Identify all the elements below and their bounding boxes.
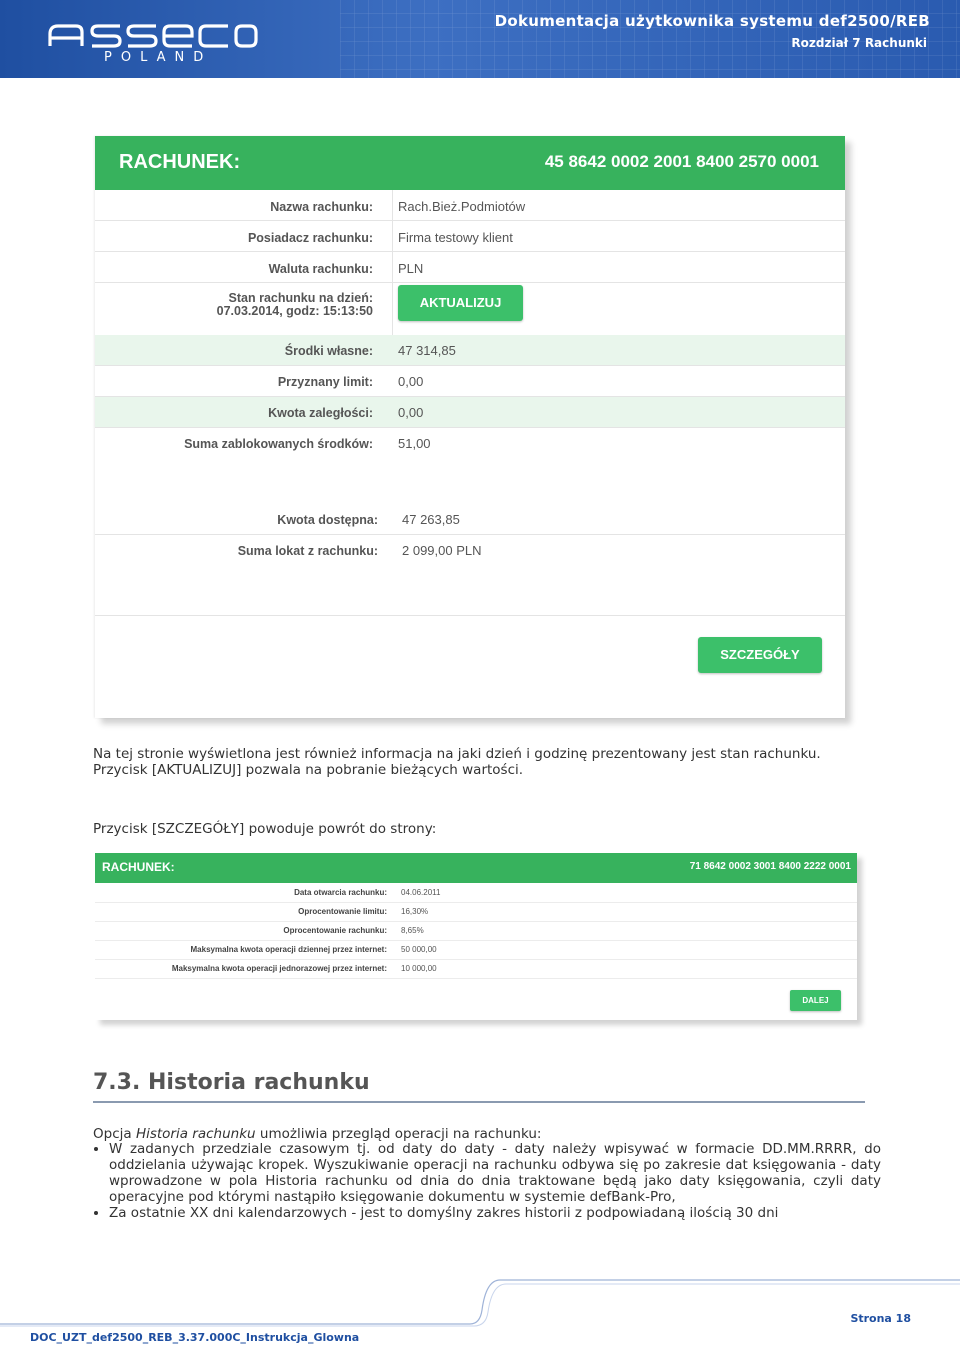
balance-row <box>95 335 845 366</box>
available-value: 2 099,00 PLN <box>402 543 482 558</box>
available-row <box>95 504 845 535</box>
account-number: 45 8642 0002 2001 8400 2570 0001 <box>544 152 819 171</box>
details-row <box>95 960 857 979</box>
info-value: Rach.Bież.Podmiotów <box>398 199 526 214</box>
info-label: Nazwa rachunku: <box>270 200 373 214</box>
section-intro <box>93 1126 541 1142</box>
balance-row <box>95 397 845 428</box>
details-header <box>95 853 857 883</box>
intro-text: Opcja <box>93 1126 136 1142</box>
details-label: Maksymalna kwota operacji dziennej przez internet: <box>190 945 387 954</box>
available-row <box>95 535 845 616</box>
info-value: PLN <box>398 261 424 276</box>
account-title: RACHUNEK: <box>119 151 241 173</box>
available-value: 47 263,85 <box>402 512 460 527</box>
info-value: Firma testowy klient <box>398 230 513 245</box>
info-label: Posiadacz rachunku: <box>247 231 373 245</box>
paragraph: Przycisk [SZCZEGÓŁY] powoduje powrót do strony: <box>93 821 437 837</box>
balance-row <box>95 428 845 458</box>
state-label: Stan rachunku na dzień: <box>228 291 373 305</box>
details-label: Maksymalna kwota operacji jednorazowej przez internet: <box>171 964 387 973</box>
balance-label: Kwota zaległości: <box>268 406 373 420</box>
balance-value: 0,00 <box>398 374 424 389</box>
history-options-list <box>93 1141 881 1221</box>
info-row <box>95 221 845 252</box>
details-row <box>95 884 857 903</box>
balance-label: Przyznany limit: <box>277 375 373 389</box>
document-id: DOC_UZT_def2500_REB_3.37.000C_Instrukcja_Glowna <box>30 1331 360 1344</box>
info-row <box>95 252 845 283</box>
info-label: Waluta rachunku: <box>268 262 373 276</box>
balance-value: 47 314,85 <box>398 343 456 358</box>
balance-row <box>95 366 845 397</box>
details-value: 04.06.2011 <box>401 888 441 897</box>
account-details-screenshot <box>95 853 857 1020</box>
details-title: RACHUNEK: <box>102 860 175 874</box>
chapter-title: Rozdział 7 Rachunki <box>791 36 927 50</box>
paragraph <box>93 746 821 778</box>
page-header <box>0 0 960 78</box>
details-button[interactable]: SZCZEGÓŁY <box>698 637 822 673</box>
details-row <box>95 922 857 941</box>
refresh-button[interactable]: AKTUALIZUJ <box>398 285 523 321</box>
available-label: Suma lokat z rachunku: <box>237 544 378 558</box>
balance-label: Suma zablokowanych środków: <box>184 437 373 451</box>
intro-text: umożliwia przegląd operacji na rachunku: <box>255 1126 542 1142</box>
details-value: 50 000,00 <box>401 945 437 954</box>
account-header <box>95 136 845 190</box>
available-label: Kwota dostępna: <box>277 513 378 527</box>
paragraph-line: Przycisk [AKTUALIZUJ] pozwala na pobranie bieżących wartości. <box>93 762 524 778</box>
details-value: 10 000,00 <box>401 964 437 973</box>
page-number: Strona 18 <box>850 1312 911 1325</box>
details-row <box>95 941 857 960</box>
info-row <box>95 190 845 221</box>
details-row <box>95 903 857 922</box>
state-datetime: 07.03.2014, godz: 15:13:50 <box>216 304 373 318</box>
state-row <box>95 283 845 333</box>
next-button[interactable]: DALEJ <box>790 990 841 1011</box>
logo-subtitle: POLAND <box>104 50 213 65</box>
details-value: 16,30% <box>401 907 429 916</box>
details-label: Oprocentowanie rachunku: <box>283 926 387 935</box>
details-label: Oprocentowanie limitu: <box>298 907 387 916</box>
paragraph-line: Na tej stronie wyświetlona jest również informacja na jaki dzień i godzinę prezentowany jest stan rachunku. <box>93 746 821 762</box>
balance-value: 0,00 <box>398 405 424 420</box>
details-account-number: 71 8642 0002 3001 8400 2222 0001 <box>689 861 851 872</box>
section-title: Historia rachunku <box>148 1070 370 1095</box>
balance-label: Środki własne: <box>284 344 373 358</box>
section-rule <box>93 1101 865 1103</box>
details-value: 8,65% <box>401 926 424 935</box>
account-screenshot <box>95 136 845 718</box>
balance-value: 51,00 <box>398 436 431 451</box>
asseco-logo <box>48 22 258 48</box>
details-label: Data otwarcia rachunku: <box>294 888 387 897</box>
section-heading <box>93 1070 865 1095</box>
footer-swoosh <box>0 1270 960 1330</box>
document-title: Dokumentacja użytkownika systemu def2500/REB <box>494 12 930 30</box>
section-number: 7.3. <box>93 1070 141 1095</box>
list-item: • W zadanych przedziale czasowym tj. od daty do daty - daty należy wpisywać w formacie DD.MM.RRRR, do oddzielania używając kropek. Wyszukiwanie operacji na rachunku odbywa się po zakresie dat księgowania - daty wprowadzone w pola Historia rachunku od dnia do dnia traktowane będą jako daty księgowania, czyli daty operacyjne pod którymi nastąpiło księgowanie dokumentu w systemie defBank-Pro, <box>109 1141 881 1205</box>
intro-option-name: Historia rachunku <box>135 1126 256 1142</box>
list-item: • Za ostatnie XX dni kalendarzowych - jest to domyślny zakres historii z podpowiadaną ilością 30 dni <box>109 1205 881 1221</box>
